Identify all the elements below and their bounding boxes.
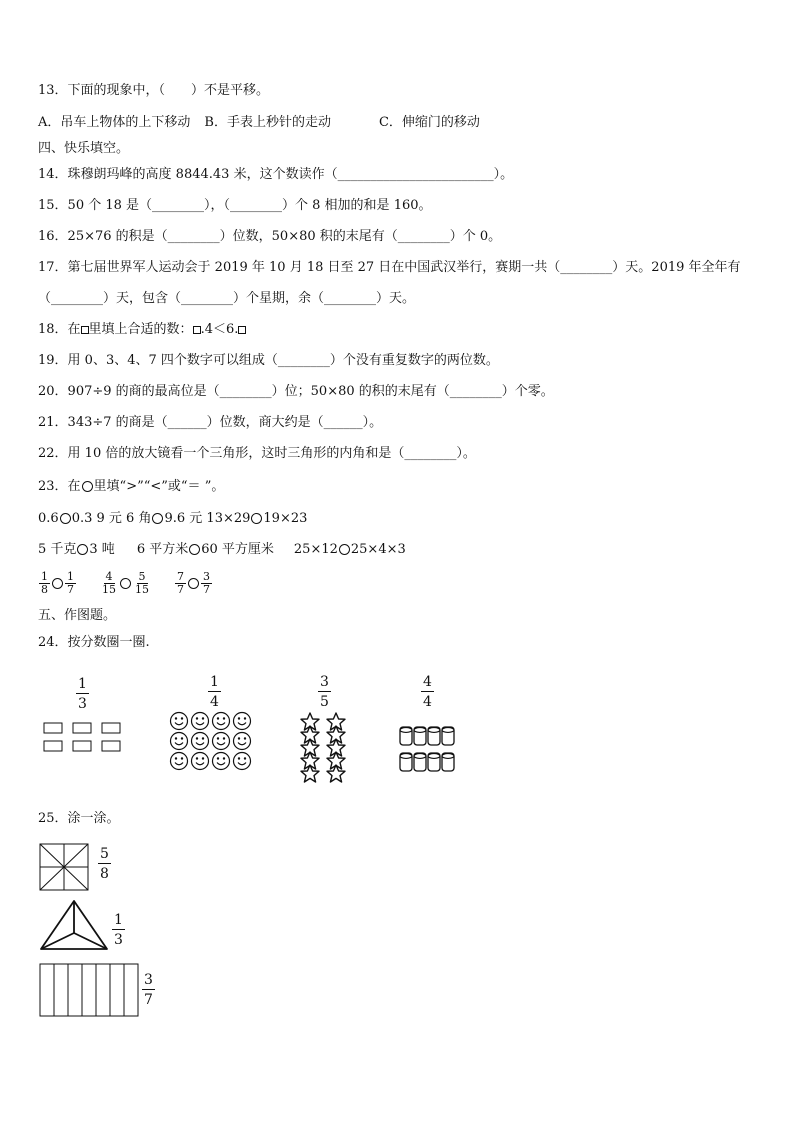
q23-row-1 [38,510,307,528]
fraction [39,571,50,596]
smiley-icon [192,713,209,730]
blank-circle-icon [60,513,71,524]
square-eighths-figure [38,842,92,892]
blank-square-icon [81,326,89,334]
compare-right: 3 吨 [89,542,115,557]
q24-fraction-1 [76,676,89,712]
q24-fraction-3 [318,674,331,710]
compare-right: 9.6 元 [164,511,203,526]
blank-circle-icon [52,578,63,589]
question-25: 25．涂一涂。 [38,811,120,826]
fraction [133,571,151,596]
blank-square-icon [238,326,246,334]
denominator: 8 [41,583,48,596]
compare-left: 13×29 [206,511,251,526]
question-13-options [38,114,480,132]
cylinder-icon [414,727,426,745]
denominator: 15 [102,583,116,596]
q18-expression: .4＜6. [200,322,239,337]
smiley-faces-figure [168,710,254,772]
smiley-icon [192,733,209,750]
numerator: 5 [100,846,109,862]
section-4-heading: 四、快乐填空。 [38,141,130,156]
compare-left: 25×12 [293,542,338,557]
q24-fraction-2 [208,674,221,710]
question-19: 19．用 0、3、4、7 四个数字可以组成（________）个没有重复数字的两位数。 [38,353,499,368]
question-14: 14．珠穆朗玛峰的高度 8844.43 米，这个数读作（________________________）。 [38,167,514,182]
stars-figure [296,710,352,786]
smiley-icon [171,753,188,770]
blank-circle-icon [82,481,93,492]
option-b: B．手表上秒针的走动 [204,115,331,130]
numerator: 7 [177,570,184,583]
q18-mid: 里填上合适的数： [88,322,193,337]
compare-right: 0.3 [71,511,93,526]
triangle-thirds-figure [38,898,110,952]
q18-prefix: 18．在 [38,322,81,337]
blank-circle-icon [120,578,131,589]
numerator: 4 [105,570,113,583]
compare-left: 6 平方米 [136,542,189,557]
fraction [201,571,212,596]
blank-circle-icon [339,544,350,555]
question-18 [38,321,246,339]
q24-fraction-4 [421,674,434,710]
blank-circle-icon [188,578,199,589]
question-13: 13．下面的现象中，（ ）不是平移。 [38,83,270,98]
q25-fraction-2 [112,912,125,948]
cylinder-icon [428,753,440,771]
question-15: 15．50 个 18 是（________），（________）个 8 相加的和是 160。 [38,198,432,213]
star-icon [301,765,319,782]
question-20: 20．907÷9 的商的最高位是（________）位；50×80 的积的末尾有（________）个零。 [38,384,554,399]
option-a: A．吊车上物体的上下移动 [38,115,191,130]
smiley-icon [171,713,188,730]
question-24: 24．按分数圈一圈. [38,635,150,650]
smiley-icon [234,753,251,770]
q23-suffix: 里填“>”“<”或“＝ ”。 [93,479,225,494]
q23-row-3 [38,570,213,598]
denominator: 7 [177,583,184,596]
blank-circle-icon [77,544,88,555]
denominator: 8 [100,866,109,882]
question-16: 16．25×76 的积是（________）位数，50×80 积的末尾有（________）个 0。 [38,229,502,244]
cylinder-icon [442,727,454,745]
numerator: 3 [203,570,210,583]
numerator: 1 [67,570,74,583]
smiley-icon [213,753,230,770]
q23-row-2 [38,541,406,559]
denominator: 4 [423,694,432,710]
smiley-icon [192,753,209,770]
denominator: 7 [144,992,153,1008]
blank-square-icon [193,326,201,334]
blank-circle-icon [189,544,200,555]
compare-left: 9 元 6 角 [96,511,152,526]
blank-circle-icon [251,513,262,524]
cylinder-icon [400,727,412,745]
question-23 [38,478,224,496]
question-22: 22．用 10 倍的放大镜看一个三角形，这时三角形的内角和是（________）。 [38,446,476,461]
rectangles-figure [42,720,124,754]
numerator: 3 [320,674,329,690]
smiley-icon [171,733,188,750]
numerator: 1 [41,570,48,583]
denominator: 15 [135,583,149,596]
q25-fraction-3 [142,972,155,1008]
cylinder-icon [442,753,454,771]
numerator: 1 [210,674,219,690]
option-c: C．伸缩门的移动 [378,115,480,130]
cylinder-icon [400,753,412,771]
numerator: 4 [423,674,432,690]
cylinders-figure [396,724,460,776]
fraction [65,571,76,596]
denominator: 4 [210,694,219,710]
compare-left: 0.6 [38,511,59,526]
denominator: 7 [67,583,74,596]
numerator: 5 [138,570,146,583]
denominator: 3 [78,696,87,712]
cylinder-icon [428,727,440,745]
compare-right: 19×23 [263,511,308,526]
star-icon [327,765,345,782]
smiley-icon [213,733,230,750]
numerator: 3 [144,972,153,988]
cylinder-icon [414,753,426,771]
compare-left: 5 千克 [38,542,77,557]
denominator: 5 [320,694,329,710]
fraction [175,571,186,596]
blank-circle-icon [152,513,163,524]
denominator: 7 [203,583,210,596]
smiley-icon [234,733,251,750]
rectangle-sevenths-figure [38,962,142,1020]
smiley-icon [213,713,230,730]
section-5-heading: 五、作图题。 [38,608,117,623]
question-17-line-1: 17．第七届世界军人运动会于 2019 年 10 月 18 日至 27 日在中国武汉举行，赛期一共（________）天。2019 年全年有 [38,260,741,275]
q25-fraction-1 [98,846,111,882]
fraction [100,571,118,596]
numerator: 1 [114,912,123,928]
question-21: 21．343÷7 的商是（______）位数，商大约是（______）。 [38,415,383,430]
denominator: 3 [114,932,123,948]
q23-prefix: 23．在 [38,479,81,494]
smiley-icon [234,713,251,730]
compare-right: 60 平方厘米 [201,542,274,557]
question-17-line-2: （________）天，包含（________）个星期，余（________）天。 [38,291,416,306]
compare-right: 25×4×3 [350,542,406,557]
numerator: 1 [78,676,87,692]
